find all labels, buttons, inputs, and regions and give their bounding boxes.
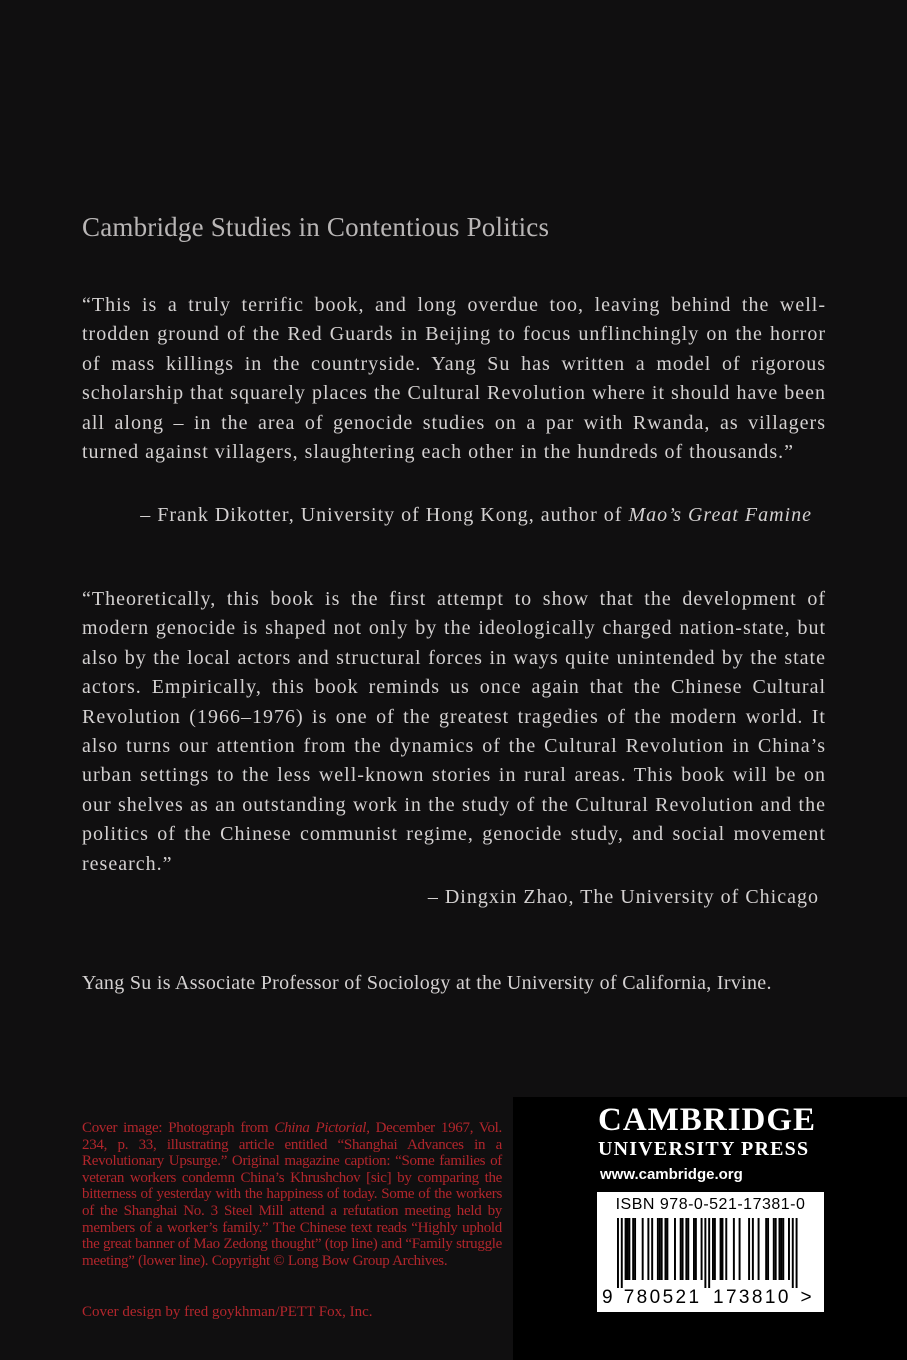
barcode-bar <box>682 1218 684 1280</box>
barcode-bar <box>651 1218 653 1280</box>
isbn-barcode-box <box>597 1192 824 1312</box>
barcode-bar <box>657 1218 659 1280</box>
barcode-bar <box>695 1218 697 1280</box>
credit-prefix: Cover image: Photograph from <box>82 1120 275 1136</box>
barcode-bar <box>788 1218 790 1280</box>
barcode-digits-left: 780521 <box>623 1287 702 1308</box>
credit-magazine-title: China Pictorial <box>274 1120 367 1136</box>
series-title: Cambridge Studies in Contentious Politics <box>82 212 550 242</box>
barcode-bar <box>773 1218 775 1280</box>
publisher-url: www.cambridge.org <box>600 1166 743 1183</box>
barcode <box>597 1192 824 1312</box>
barcode-digits-right: 173810 <box>712 1287 791 1308</box>
barcode-bar <box>712 1218 714 1280</box>
endorsement-quote-2: “Theoretically, this book is the first attempt to show that the development of modern genocide is shaped not only by the ideologically charged nation-state, but also by the local actors and structural forces in ways quite unintended by the state actors. Empirically, this book reminds us once again that the Chinese Cultural Revolution (1966–1976) is one of the greatest tragedies of the modern world. It also turns our attention from the dynamics of the Cultural Revolution in China’s urban settings to the less well-known stories in rural areas. This book will be on our shelves as an outstanding work in the study of the Cultural Revolution and the politics of the Chinese communist regime, genocide study, and social movement research.” <box>82 588 826 875</box>
barcode-bar <box>748 1218 750 1280</box>
barcode-bar <box>687 1218 689 1280</box>
endorsement-quote-1: “This is a truly terrific book, and long overdue too, leaving behind the well-trodden ground of the Red Guards in Beijing to focus unflinchingly on the horror of mass killings in the countryside. Yang Su has written a model of rigorous scholarship that squarely places the Cultural Revolution where it should have been all along – in the area of genocide studies on a par with Rwanda, as villagers turned against villagers, slaughtering each other in the hundreds of thousands.” <box>82 294 826 464</box>
barcode-bar <box>627 1218 629 1280</box>
barcode-bar <box>780 1218 782 1280</box>
barcode-bar <box>666 1218 668 1280</box>
publisher-name-line1: CAMBRIDGE <box>598 1102 817 1138</box>
barcode-bar <box>767 1218 769 1280</box>
cover-design-credit: Cover design by fred goykhman/PETT Fox, Inc. <box>82 1304 373 1320</box>
barcode-bar <box>782 1218 784 1280</box>
barcode-bar <box>661 1218 663 1280</box>
barcode-bar <box>685 1218 687 1280</box>
barcode-bar <box>765 1218 767 1280</box>
author-bio: Yang Su is Associate Professor of Sociology at the University of California, Irvine. <box>82 972 772 994</box>
endorsement-attribution-2: – Dingxin Zhao, The University of Chicago <box>427 886 819 908</box>
barcode-bar <box>634 1218 636 1280</box>
cambridge-logo <box>598 1102 828 1160</box>
barcode-digit-lead: 9 <box>602 1287 615 1308</box>
attribution-1-text: – Frank Dikotter, University of Hong Kong, author of <box>140 504 629 526</box>
barcode-bar <box>733 1218 735 1280</box>
barcode-bar <box>792 1218 794 1288</box>
cover-image-credit <box>82 1120 502 1269</box>
barcode-bar <box>775 1218 777 1280</box>
barcode-bar <box>722 1218 724 1280</box>
barcode-bar <box>625 1218 627 1280</box>
barcode-bar <box>628 1218 630 1280</box>
endorsement-attribution-1 <box>140 504 812 527</box>
barcode-bar <box>674 1218 676 1280</box>
barcode-bar <box>725 1218 727 1280</box>
publisher-name-line2: UNIVERSITY PRESS <box>598 1138 810 1160</box>
barcode-bar <box>739 1218 741 1280</box>
barcode-bar <box>642 1218 644 1280</box>
barcode-end-mark: > <box>800 1287 814 1308</box>
barcode-bar <box>758 1218 760 1280</box>
attribution-1-book-title: Mao’s Great Famine <box>628 504 812 526</box>
barcode-bar <box>647 1218 649 1280</box>
barcode-bar <box>680 1218 682 1280</box>
barcode-bar <box>796 1218 798 1288</box>
barcode-bar <box>704 1218 706 1288</box>
barcode-bar <box>779 1218 781 1280</box>
barcode-bar <box>632 1218 634 1280</box>
barcode-bar <box>665 1218 667 1280</box>
barcode-bar <box>693 1218 695 1280</box>
barcode-bar <box>720 1218 722 1280</box>
barcode-bar <box>617 1218 619 1288</box>
isbn-label: ISBN 978-0-521-17381-0 <box>615 1196 806 1213</box>
barcode-bar <box>621 1218 623 1288</box>
credit-details: , December 1967, Vol. 234, p. 33, illustrating article entitled “Shanghai Advances in a Revolutionary Upsurge.” Original magazine caption: “Some families of veteran workers condemn China’s Khrushchov [sic] by comparing the bitterness of yesterday with the happiness of today. Some of the workers of the Shanghai No. 3 Steel Mill attend a refutation meeting held by members of a worker’s family.” The Chinese text reads “Highly uphold the great banner of Mao Zedong thought” (top line) and “Family struggle meeting” (lower line). Copyright © Long Bow Group Archives. <box>82 1120 502 1269</box>
barcode-bar <box>701 1218 703 1280</box>
barcode-bar <box>708 1218 710 1288</box>
barcode-bar <box>659 1218 661 1280</box>
barcode-bar <box>752 1218 754 1280</box>
barcode-bar <box>714 1218 716 1280</box>
